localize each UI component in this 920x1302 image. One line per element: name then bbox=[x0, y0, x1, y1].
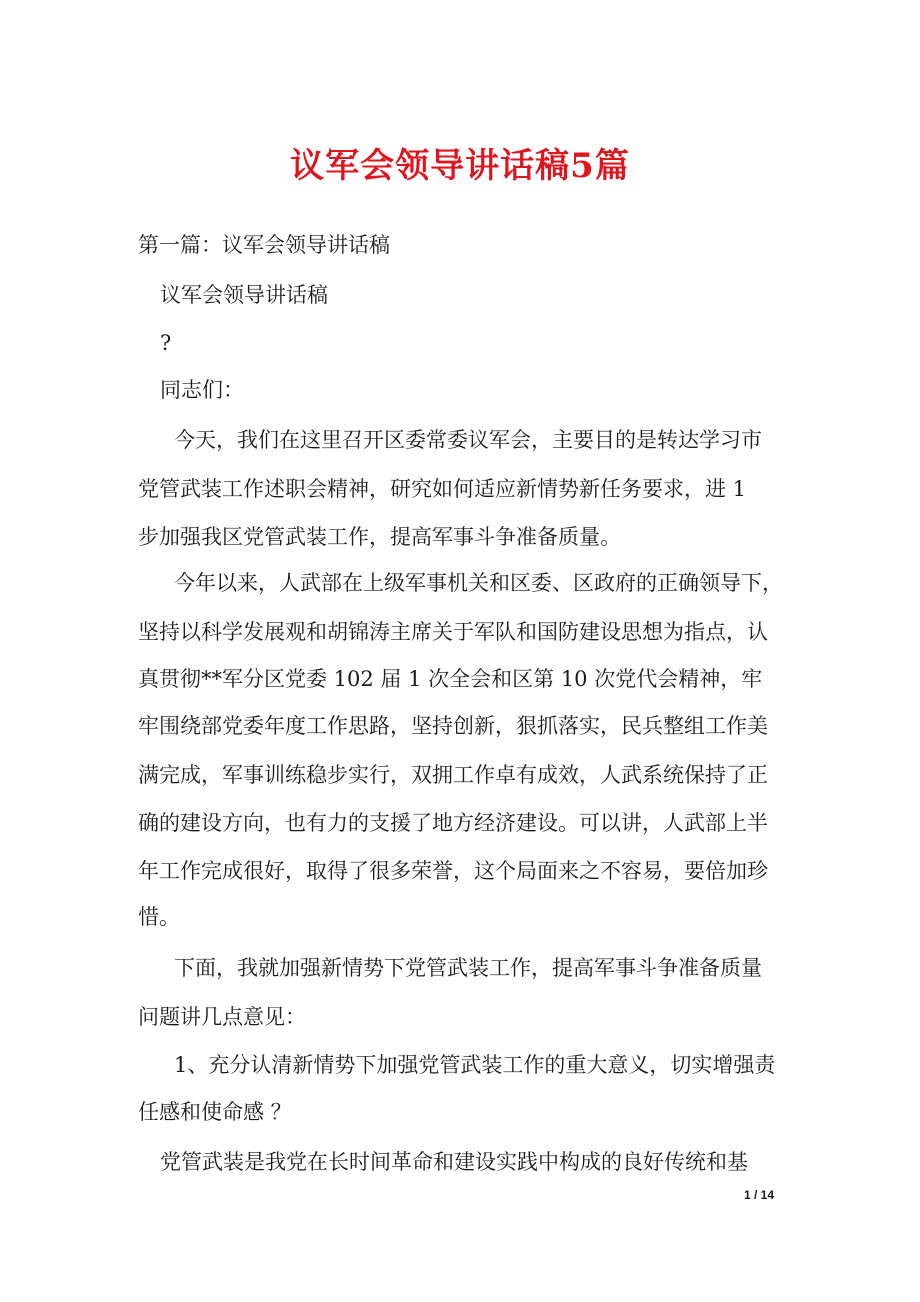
paragraph-line: 牢围绕部党委年度工作思路，坚持创新，狠抓落实，民兵整组工作美 bbox=[138, 714, 768, 738]
paragraph-line: 1、充分认清新情势下加强党管武装工作的重大意义，切实增强责 bbox=[174, 1053, 776, 1077]
paragraph-line: 步加强我区党管武装工作，提高军事斗争准备质量。 bbox=[138, 525, 621, 549]
salutation: 同志们： bbox=[160, 378, 244, 402]
section-heading: 第一篇：议军会领导讲话稿 bbox=[138, 233, 390, 257]
paragraph-line: 确的建设方向，也有力的支援了地方经济建设。可以讲，人武部上半 bbox=[138, 811, 768, 835]
paragraph-line: 党管武装工作述职会精神，研究如何适应新情势新任务要求，进 1 bbox=[138, 477, 747, 501]
placeholder-mark: ? bbox=[160, 331, 172, 355]
paragraph-line: 任感和使命感 ？ bbox=[138, 1100, 292, 1124]
paragraph-line: 满完成，军事训练稳步实行，双拥工作卓有成效，人武系统保持了正 bbox=[138, 763, 768, 787]
paragraph-line: 党管武装是我党在长时间革命和建设实践中构成的良好传统和基 bbox=[160, 1150, 748, 1174]
paragraph-line: 今年以来，人武部在上级军事机关和区委、区政府的正确领导下， bbox=[174, 571, 783, 595]
document-title: 议军会领导讲话稿5篇 bbox=[290, 146, 630, 186]
subtitle: 议军会领导讲话稿 bbox=[160, 283, 328, 307]
paragraph-line: 下面，我就加强新情势下党管武装工作，提高军事斗争准备质量 bbox=[174, 956, 762, 980]
page-number: 1 / 14 bbox=[744, 1188, 775, 1202]
paragraph-line: 坚持以科学发展观和胡锦涛主席关于军队和国防建设思想为指点，认 bbox=[138, 620, 768, 644]
paragraph-line: 惜。 bbox=[138, 905, 180, 929]
paragraph-line: 今天，我们在这里召开区委常委议军会，主要目的是转达学习市 bbox=[174, 428, 762, 452]
paragraph-line: 真贯彻**军分区党委 102 届 1 次全会和区第 10 次党代会精神，牢 bbox=[138, 667, 763, 691]
paragraph-line: 问题讲几点意见： bbox=[138, 1005, 306, 1029]
paragraph-line: 年工作完成很好，取得了很多荣誉，这个局面来之不容易，要倍加珍 bbox=[138, 859, 768, 883]
